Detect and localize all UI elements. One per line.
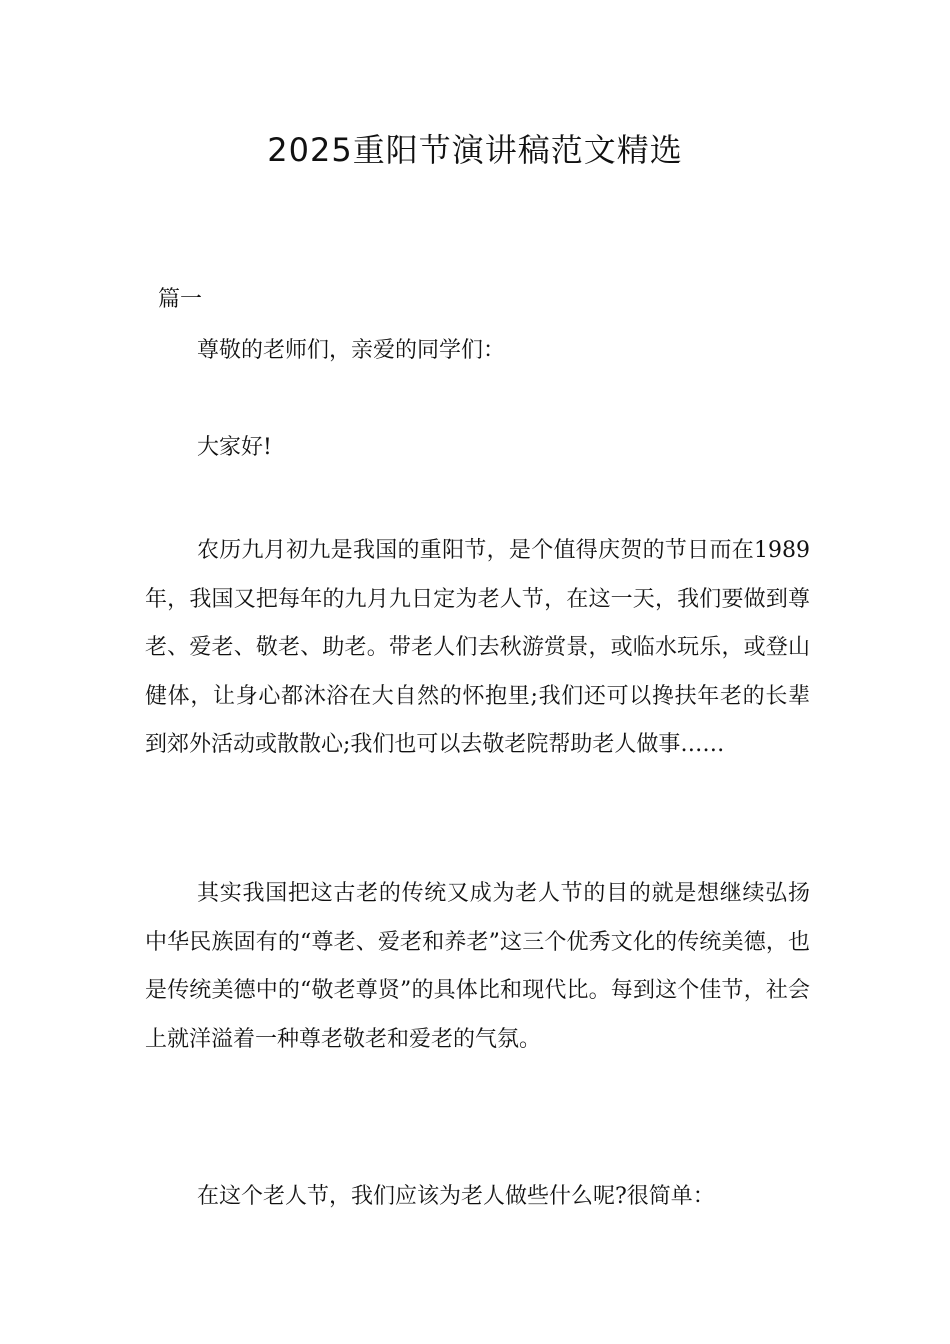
section-label: 篇一 (158, 287, 203, 312)
paragraph-body-1: 农历九月初九是我国的重阳节，是个值得庆贺的节日而在1989年，我国又把每年的九月九日定为老人节，在这一天，我们要做到尊老、爱老、敬老、助老。带老人们去秋游赏景，或临水玩乐，或登山健体，让身心都沐浴在大自然的怀抱里;我们还可以搀扶年老的长辈到郊外活动或散散心;我们也可以去敬老院帮助老人做事…… (145, 538, 810, 757)
paragraph-body-3: 在这个老人节，我们应该为老人做些什么呢?很简单： (197, 1184, 715, 1209)
paragraph-hello: 大家好! (197, 435, 272, 460)
document-title: 2025重阳节演讲稿范文精选 (267, 131, 683, 169)
paragraph-body-2: 其实我国把这古老的传统又成为老人节的目的就是想继续弘扬中华民族固有的“尊老、爱老和养老”这三个优秀文化的传统美德，也是传统美德中的“敬老尊贤”的具体比和现代比。每到这个佳节，社会上就洋溢着一种尊老敬老和爱老的气氛。 (145, 881, 810, 1052)
paragraph-greeting: 尊敬的老师们，亲爱的同学们： (197, 338, 506, 363)
